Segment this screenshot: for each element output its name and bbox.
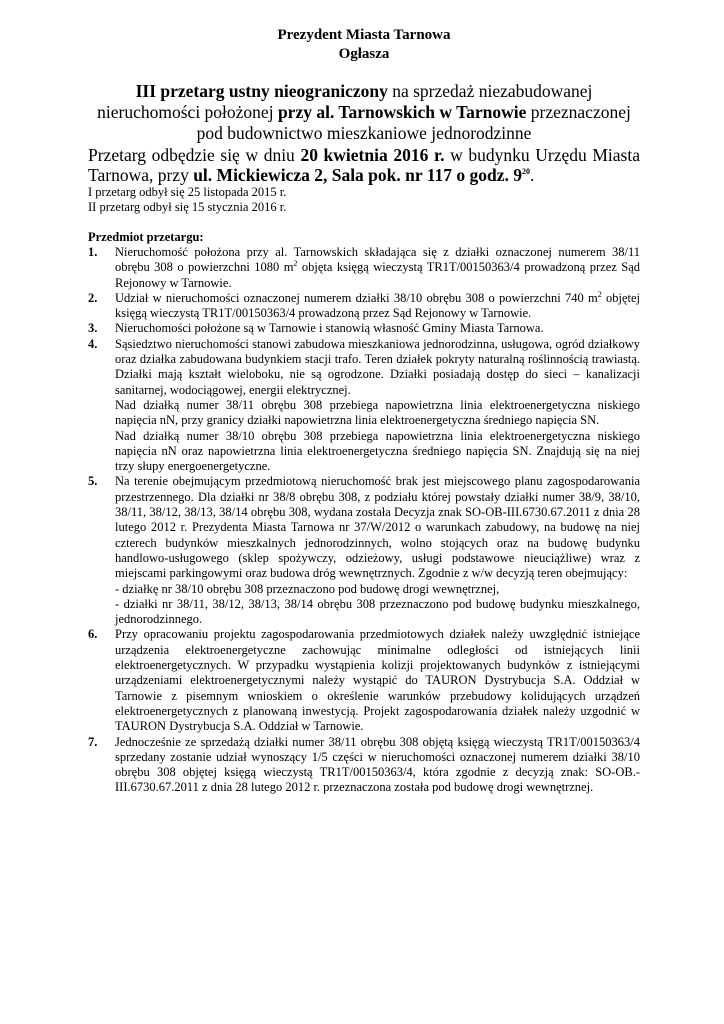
item-number: 1. [88, 245, 98, 259]
item-superscript: 2 [293, 259, 298, 269]
previous-auction-1: I przetarg odbył się 25 listopada 2015 r. [88, 185, 287, 199]
list-item [88, 291, 640, 322]
date-text-end: . [530, 165, 535, 185]
item-text: Na terenie obejmującym przedmiotową nieruchomość brak jest miejscowego planu zagospodarowania przestrzennego. Dla działki nr 38/8 obrębu 308, z podziału której powstały działki numer 38/9, 38/10, 38/11, 38/12, 38/13, 38/14 obrębu 308, wydana została Decyzja znak SO-OB-III.6730.67.2011 z dnia 28 lutego 2012 r. Prezydenta Miasta Tarnowa nr 37/W/2012 o warunkach zabudowy, na budowę na niej czterech budynków mieszkalnych jednorodzinnych, wolno stojących oraz na budowę budynku handlowo-usługowego (sklep spożywczy, odzieżowy, usługi podstawowe nieuciążliwe) wraz z miejscami parkingowymi oraz budowa dróg wewnętrznych. Zgodnie z w/w decyzją teren obejmujący: [115, 474, 640, 581]
item-text: Udział w nieruchomości oznaczonej numerem działki 38/10 obrębu 308 o powierzchni 740 m [115, 290, 598, 305]
item-number: 3. [88, 321, 98, 336]
item-subparagraph: Nad działką numer 38/11 obrębu 308 przebiega napowietrzna linia elektroenergetyczna niskiego napięcia nN, przy granicy działki napowietrzna linia elektroenergetyczna średniego napięcia SN. [115, 397, 640, 428]
item-number: 6. [88, 627, 98, 642]
item-number: 7. [88, 734, 98, 749]
section-title: Przedmiot przetargu: [88, 230, 204, 244]
document-page [88, 26, 640, 796]
auction-date: 20 kwietnia 2016 r. [300, 145, 445, 165]
item-subparagraph: Nad działką numer 38/10 obrębu 308 przebiega napowietrzna linia elektroenergetyczna niskiego napięcia nN oraz napowietrzna linia elektroenergetyczna średniego napięcia SN. Znajdują się na niej trzy słupy energoenergetyczne. [115, 428, 640, 474]
list-item [88, 627, 640, 734]
item-text: Jednocześnie ze sprzedażą działki numer 38/11 obrębu 308 objętą księgą wieczystą TR1T/00150363/4 sprzedany zostanie udział wynoszący 1/5 części w nieruchomości oznaczonej numerem działki 38/10 obrębu 308 objętej księgą wieczystą TR1T/00150363/4, która zgodnie z decyzją znak: SO-OB.-III.6730.67.2011 z dnia 28 lutego 2012 r. przeznaczona została pod budowę drogi wewnętrznej. [115, 734, 640, 795]
item-subparagraph: - działkę nr 38/10 obrębu 308 przeznaczono pod budowę drogi wewnętrznej, [115, 581, 500, 596]
list-item [88, 337, 640, 475]
auction-date-paragraph [88, 145, 640, 185]
item-number: 4. [88, 336, 98, 351]
auction-time-minutes: 20 [522, 167, 530, 177]
item-text: Nieruchomości położone są w Tarnowie i stanowią własność Gminy Miasta Tarnowa. [115, 321, 544, 336]
property-location: przy al. Tarnowskich w Tarnowie [277, 102, 527, 122]
date-text-2: w budynku Urzędu Miasta Tarnowa, przy [88, 145, 640, 185]
item-text: Przy opracowaniu projektu zagospodarowania przedmiotowych działek należy uwzględnić istniejące urządzenia elektroenergetyczne zachowując minimalne odległości od istniejących linii elektroenergetycznych. W przypadku wystąpienia kolizji projektowanych budynków z istniejącymi urządzeniami elektroenergetycznymi należy wystąpić do TAURON Dystrybucja S.A. Oddział w Tarnowie z pisemnym wnioskiem o określenie warunków przebudowy kolidujących urządzeń elektroenergetycznych z planowaną inwestycją. Projekt zagospodarowania działek należy uzgodnić w TAURON Dystrybucja S.A. Oddział w Tarnowie. [115, 627, 640, 734]
item-subparagraph: - działki nr 38/11, 38/12, 38/13, 38/14 obrębu 308 przeznaczono pod budowę budynku mieszkalnego, jednorodzinnego. [115, 596, 640, 627]
document-header [88, 26, 640, 64]
item-number: 2. [88, 290, 98, 305]
list-item [88, 474, 640, 627]
previous-auction-2: II przetarg odbył się 15 stycznia 2016 r. [88, 200, 287, 214]
item-text-cont: objętej księgą wieczystą TR1T/00150363/4 prowadzoną przez Sąd Rejonowy w Tarnowie. [115, 290, 640, 321]
list-item [88, 321, 640, 336]
item-text: Nieruchomość położona przy al. Tarnowskich składająca się z działki oznaczonej numerem 38/11 obrębu 308 o powierzchni 1080 m [115, 245, 640, 275]
list-item [88, 245, 640, 291]
item-number: 5. [88, 474, 98, 489]
subject-list [88, 245, 640, 796]
header-title: Prezydent Miasta Tarnowa [277, 27, 451, 43]
auction-type: III przetarg ustny nieograniczony [135, 81, 388, 101]
announcement-text-2: przeznaczonej pod budownictwo mieszkaniowe jednorodzinne [196, 102, 631, 143]
item-text-cont: objęta księgą wieczystą TR1T/00150363/4 prowadzoną przez Sąd Rejonowy w Tarnowie. [115, 260, 640, 290]
item-superscript: 2 [597, 289, 602, 299]
date-text-1: Przetarg odbędzie się w dniu [88, 145, 301, 165]
announcement-text-1: na sprzedaż niezabudowanej nieruchomości położonej [97, 81, 593, 122]
list-item [88, 735, 640, 796]
announcement-paragraph [88, 81, 640, 144]
auction-venue: ul. Mickiewicza 2, Sala pok. nr 117 o godz. 9 [193, 165, 522, 185]
item-text: Sąsiedztwo nieruchomości stanowi zabudowa mieszkaniowa jednorodzinna, usługowa, ogród działkowy oraz działka zabudowana budynkiem stacji trafo. Teren działek pokryty naturalną roślinnością trawiastą. Działki mają kształt wieloboku, nie są ogrodzone. Działki posiadają dostęp do sieci – kanalizacji sanitarnej, wodociągowej, energii elektrycznej. [115, 336, 640, 397]
header-subtitle: Ogłasza [338, 46, 390, 62]
